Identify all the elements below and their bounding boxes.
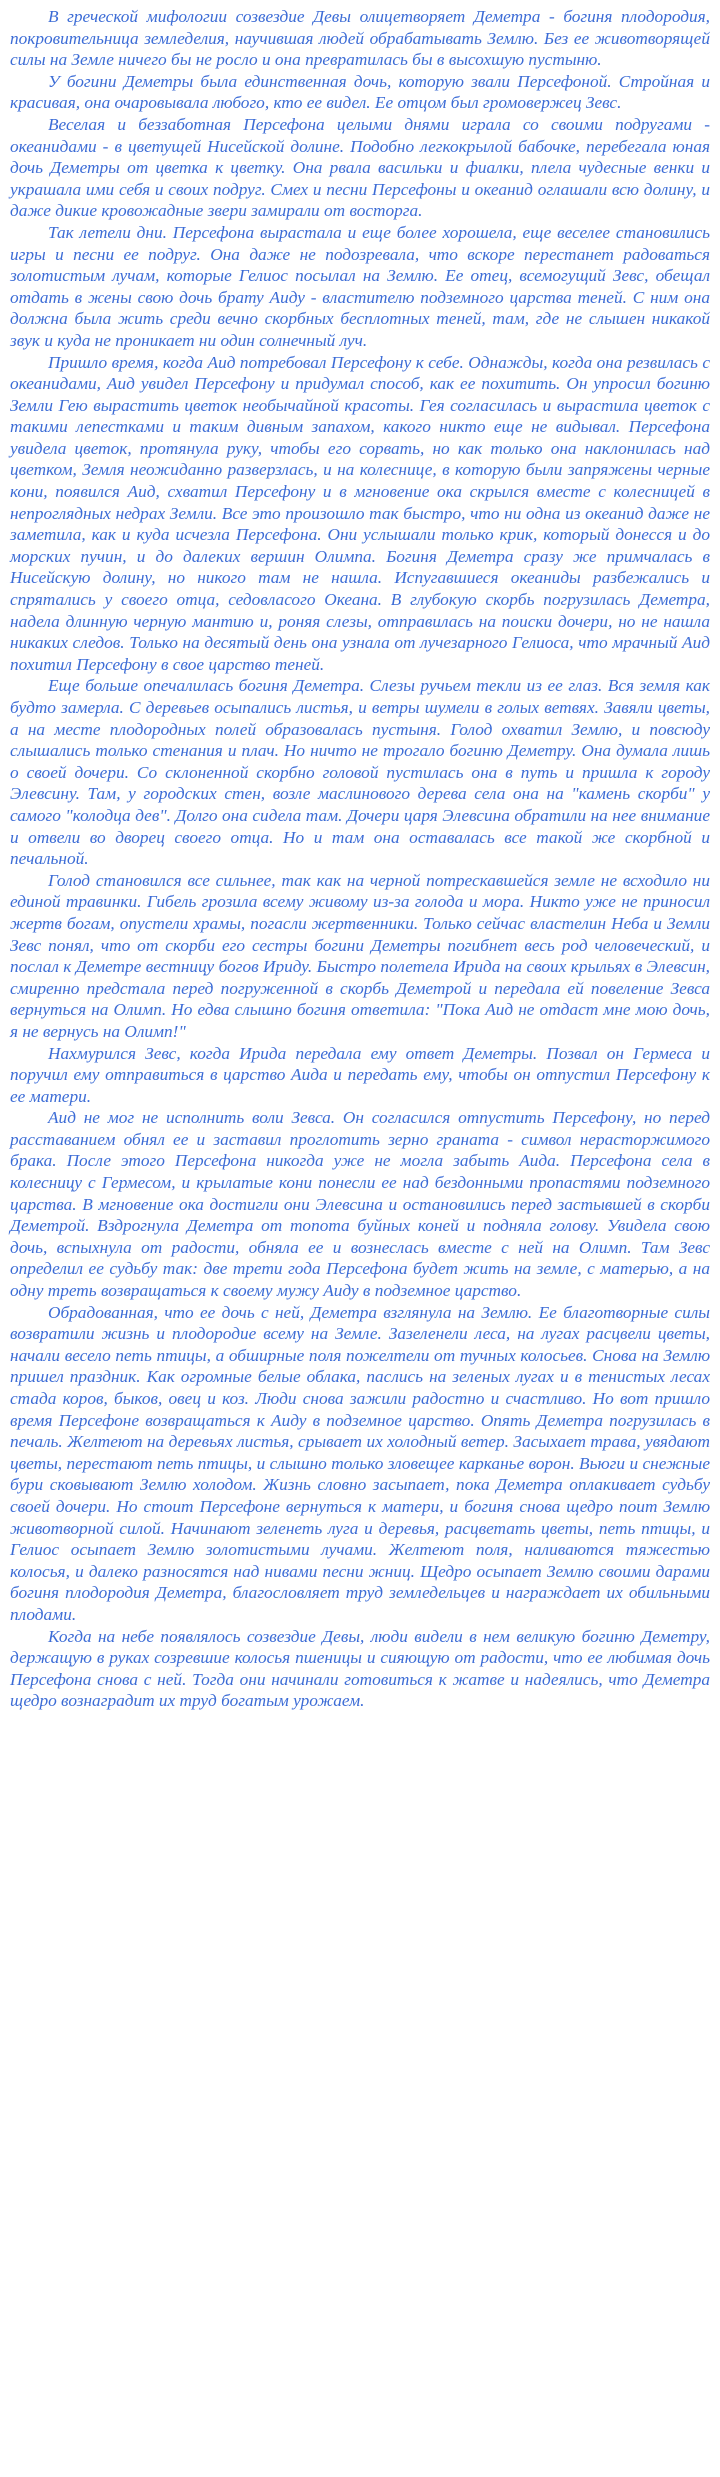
paragraph-2: У богини Деметры была единственная дочь, которую звали Персефоной. Стройная и красивая, она очаровывала любого, кто ее видел. Ее отцом был громовержец Зевс. <box>10 71 710 113</box>
paragraph-8: Нахмурился Зевс, когда Ирида передала ему ответ Деметры. Позвал он Гермеса и поручил ему отправиться в царство Аида и передать ему, чтобы он отпустил Персефону к ее матери. <box>10 1043 710 1106</box>
paragraph-4: Так летели дни. Персефона вырастала и еще более хорошела, еще веселее становились игры и песни ее подруг. Она даже не подозревала, что вскоре перестанет радоваться золотистым лучам, которые Гелиос посылал на Землю. Ее отец, всемогущий Зевс, обещал отдать в жены свою дочь брату Аиду - властителю подземного царства теней. С ним она должна была жить среди вечно скорбных бесплотных теней, там, где не слышен никакой звук и куда не проникает ни один солнечный луч. <box>10 222 710 350</box>
paragraph-3: Веселая и беззаботная Персефона целыми днями играла со своими подругами - океанидами - в цветущей Нисейской долине. Подобно легкокрылой бабочке, перебегала юная дочь Деметры от цветка к цветку. Она рвала васильки и фиалки, плела чудесные венки и украшала ими себя и своих подруг. Смех и песни Персефоны и океанид оглашали всю долину, и даже дикие кровожадные звери замирали от восторга. <box>10 114 710 221</box>
paragraph-10: Обрадованная, что ее дочь с ней, Деметра взглянула на Землю. Ее благотворные силы возвратили жизнь и плодородие всему на Земле. Зазеленели леса, на лугах расцвели цветы, начали весело петь птицы, а обширные поля пожелтели от тучных колосьев. Снова на Землю пришел праздник. Как огромные белые облака, паслись на зеленых лугах и в тенистых лесах стада коров, быков, овец и коз. Люди снова зажили радостно и счастливо. Но вот пришло время Персефоне возвращаться к Аиду в подземное царство. Опять Деметра погрузилась в печаль. Желтеют на деревьях листья, срывает их холодный ветер. Засыхает трава, увядают цветы, перестают петь птицы, и слышно только зловещее карканье ворон. Вьюги и снежные бури сковывают Землю холодом. Жизнь словно засыпает, пока Деметра оплакивает судьбу своей дочери. Но стоит Персефоне вернуться к матери, и богиня снова щедро поит Землю животворной силой. Начинают зеленеть луга и деревья, расцветать цветы, петь птицы, и Гелиос осыпает Землю золотистыми лучами. Желтеют поля, наливаются тяжестью колосья, и далеко разносятся над нивами песни жниц. Щедро осыпает Землю своими дарами богиня плодородия Деметра, благословляет труд земледельцев и награждает их обильными плодами. <box>10 1302 710 1624</box>
paragraph-5: Пришло время, когда Аид потребовал Персефону к себе. Однажды, когда она резвилась с океанидами, Аид увидел Персефону и придумал способ, как ее похитить. Он упросил богиню Земли Гею вырастить цветок необычайной красоты. Гея согласилась и вырастила цветок с такими лепестками и таким дивным запахом, какого никто еще не видывал. Персефона увидела цветок, протянула руку, чтобы его сорвать, но как только она наклонилась над цветком, Земля неожиданно разверзлась, и на колеснице, в которую были запряжены черные кони, появился Аид, схватил Персефону и в мгновение ока скрылся вместе с колесницей в непроглядных недрах Земли. Все это произошло так быстро, что ни одна из океанид даже не заметила, как и куда исчезла Персефона. Они услышали только крик, который донесся и до морских пучин, и до далеких вершин Олимпа. Богиня Деметра сразу же примчалась в Нисейскую долину, но никого там не нашла. Испугавшиеся океаниды разбежались и спрятались у своего отца, седовласого Океана. В глубокую скорбь погрузилась Деметра, надела длинную черную мантию и, роняя слезы, отправилась на поиски дочери, но не нашла никаких следов. Только на десятый день она узнала от лучезарного Гелиоса, что мрачный Аид похитил Персефону в свое царство теней. <box>10 352 710 674</box>
paragraph-6: Еще больше опечалилась богиня Деметра. Слезы ручьем текли из ее глаз. Вся земля как будто замерла. С деревьев осыпались листья, и ветры шумели в голых ветвях. Завяли цветы, а на месте плодородных полей образовалась пустыня. Голод охватил Землю, и повсюду слышались только стенания и плач. Но ничто не трогало богиню Деметру. Она думала лишь о своей дочери. Со склоненной скорбно головой пустилась она в путь и пришла к городу Элевсину. Там, у городских стен, возле маслинового дерева села она на "камень скорби" у самого "колодца дев". Долго она сидела там. Дочери царя Элевсина обратили на нее внимание и отвели во дворец своего отца. Но и там она оставалась все такой же скорбной и печальной. <box>10 676 710 869</box>
paragraph-11: Когда на небе появлялось созвездие Девы, люди видели в нем великую богиню Деметру, держащую в руках созревшие колосья пшеницы и сияющую от радости, что ее любимая дочь Персефона снова с ней. Тогда они начинали готовиться к жатве и надеялись, что Деметра щедро вознаградит их труд богатым урожаем. <box>10 1626 710 1711</box>
paragraph-1: В греческой мифологии созвездие Девы олицетворяет Деметра - богиня плодородия, покровительница земледелия, научившая людей обрабатывать Землю. Без ее животворящей силы на Земле ничего бы не росло и она превратилась бы в высохшую пустыню. <box>10 7 710 70</box>
paragraph-7: Голод становился все сильнее, так как на черной потрескавшейся земле не всходило ни единой травинки. Гибель грозила всему живому из-за голода и мора. Никто уже не приносил жертв богам, опустели храмы, погасли жертвенники. Только сейчас властелин Неба и Земли Зевс понял, что от скорби его сестры богини Деметры погибнет весь род человеческий, и послал к Деметре вестницу богов Ириду. Быстро полетела Ирида на своих крыльях в Элевсин, смиренно предстала перед погруженной в скорбь Деметрой и передала ей повеление Зевса вернуться на Олимп. Но едва слышно богиня ответила: "Пока Аид не отдаст мне мою дочь, я не вернусь на Олимп!" <box>10 870 710 1041</box>
myth-text <box>10 6 710 1712</box>
paragraph-9: Аид не мог не исполнить воли Зевса. Он согласился отпустить Персефону, но перед расставанием обнял ее и заставил проглотить зерно граната - символ нерасторжимого брака. После этого Персефона никогда уже не могла забыть Аида. Персефона села в колесницу с Гермесом, и крылатые кони понесли ее над бездонными пропастями подземного царства. В мгновение ока достигли они Элевсина и остановились перед застывшей в скорби Деметрой. Вздрогнула Деметра от топота буйных коней и подняла голову. Увидела свою дочь, вспыхнула от радости, обняла ее и вознеслась вместе с ней на Олимп. Там Зевс определил ее судьбу так: две трети года Персефона будет жить на земле, с матерью, а на одну треть возвращаться к своему мужу Аиду в подземное царство. <box>10 1108 710 1301</box>
